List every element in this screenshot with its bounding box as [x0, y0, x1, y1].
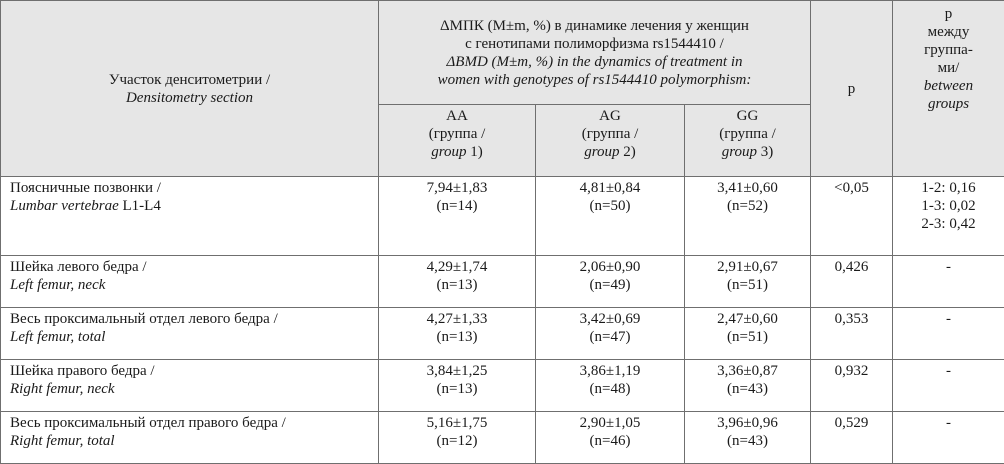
n: (n=13): [436, 329, 478, 345]
cell-p-between: -: [893, 359, 1004, 411]
n: (n=47): [589, 329, 631, 345]
value: 4,81±0,84: [579, 180, 641, 196]
value: 2,06±0,90: [579, 259, 641, 276]
cell-gg: [685, 359, 811, 411]
cell-gg: [685, 308, 811, 360]
value: 3,96±0,96: [717, 414, 778, 431]
value: 4,27±1,33: [426, 311, 488, 327]
header-section-ru: Участок денситометрии /: [108, 71, 271, 88]
table-row: [1, 256, 1004, 308]
row-label-ru: Весь проксимальный отдел левого бедра /: [10, 311, 278, 327]
row-label-ru: Поясничные позвонки /: [10, 180, 161, 196]
header-bmd-ru2: с генотипами полиморфизма rs1544410 /: [465, 35, 724, 52]
row-label: [1, 177, 379, 256]
row-label-en: Left femur, total: [10, 329, 106, 345]
header-section-en: Densitometry section: [125, 89, 254, 106]
cell-ag: [536, 359, 685, 411]
cell-aa: [379, 359, 536, 411]
row-label-en: Right femur, neck: [10, 380, 115, 397]
cell-aa: [379, 411, 536, 463]
n: (n=49): [589, 277, 631, 294]
cell-aa: [379, 256, 536, 308]
group-ru: (группа /: [581, 126, 639, 142]
cell-p: 0,426: [811, 256, 893, 308]
header-p-between-en2: groups: [927, 96, 970, 112]
value: 3,41±0,60: [717, 180, 778, 196]
n: (n=50): [589, 198, 631, 214]
n: (n=43): [727, 432, 768, 449]
cell-aa: [379, 308, 536, 360]
cell-ag: [536, 411, 685, 463]
value: 3,36±0,87: [717, 362, 778, 379]
cell-p: <0,05: [811, 177, 893, 256]
header-section: [1, 1, 379, 177]
header-p-between-l3: группа-: [924, 42, 973, 58]
n: (n=52): [727, 198, 768, 214]
n: (n=51): [727, 329, 768, 345]
header-group-aa: [379, 105, 536, 177]
row-label: [1, 308, 379, 360]
row-label-ru: Шейка правого бедра /: [10, 362, 155, 379]
cell-p: 0,353: [811, 308, 893, 360]
header-p-between-l2: между: [927, 24, 970, 40]
genotype: AG: [599, 108, 621, 124]
value: 2,90±1,05: [579, 414, 641, 431]
n: (n=13): [436, 277, 478, 294]
pb-2-3: 2-3: 0,42: [921, 216, 976, 232]
cell-gg: [685, 411, 811, 463]
n: (n=48): [589, 380, 631, 397]
header-p: p: [811, 1, 893, 177]
row-label-ru: Весь проксимальный отдел правого бедра /: [10, 414, 286, 431]
cell-ag: [536, 308, 685, 360]
cell-gg: [685, 256, 811, 308]
cell-p: 0,529: [811, 411, 893, 463]
row-label: [1, 359, 379, 411]
n: (n=12): [436, 432, 478, 449]
cell-aa: [379, 177, 536, 256]
n: (n=13): [436, 380, 478, 397]
value: 3,84±1,25: [426, 362, 488, 379]
table-row: [1, 411, 1004, 463]
n: (n=51): [727, 277, 768, 294]
value: 2,91±0,67: [717, 259, 778, 276]
cell-p: 0,932: [811, 359, 893, 411]
group-en: group: [584, 144, 620, 160]
group-ru: (группа /: [719, 126, 776, 142]
value: 4,29±1,74: [426, 259, 488, 276]
row-label-en: Right femur, total: [10, 432, 115, 449]
group-num: 1): [466, 144, 483, 160]
pb-1-2: 1-2: 0,16: [921, 180, 976, 196]
header-group-ag: [536, 105, 685, 177]
header-group-gg: [685, 105, 811, 177]
cell-gg: [685, 177, 811, 256]
group-en: group: [431, 144, 467, 160]
row-label-ru: Шейка левого бедра /: [10, 259, 147, 276]
header-bmd-en2: women with genotypes of rs1544410 polymorphism:: [437, 71, 752, 88]
table-row: [1, 308, 1004, 360]
header-p-between-l1: p: [944, 6, 953, 22]
cell-ag: [536, 256, 685, 308]
cell-p-between: -: [893, 411, 1004, 463]
row-label-en: Left femur, neck: [10, 277, 106, 294]
row-label-suffix: L1-L4: [118, 198, 161, 214]
group-en: group: [721, 144, 758, 160]
header-p-between-en1: between: [923, 78, 974, 94]
group-num: 2): [619, 144, 636, 160]
genotype: AA: [446, 108, 468, 124]
header-bmd-ru1: ΔМПК (M±m, %) в динамике лечения у женщин: [440, 17, 749, 34]
cell-ag: [536, 177, 685, 256]
cell-p-between: -: [893, 256, 1004, 308]
row-label-en: Lumbar vertebrae: [10, 198, 119, 214]
header-bmd: [379, 1, 811, 105]
header-p-between-l4: ми/: [937, 60, 960, 76]
value: 2,47±0,60: [717, 311, 778, 327]
table-row: [1, 359, 1004, 411]
table-row: [1, 177, 1004, 256]
value: 3,86±1,19: [579, 362, 641, 379]
n: (n=43): [727, 380, 768, 397]
value: 3,42±0,69: [579, 311, 641, 327]
group-ru: (группа /: [428, 126, 486, 142]
row-label: [1, 411, 379, 463]
genotype: GG: [736, 108, 759, 124]
value: 7,94±1,83: [426, 180, 488, 196]
header-bmd-en1: ΔBMD (M±m, %) in the dynamics of treatment in: [446, 53, 743, 70]
cell-p-between: [893, 177, 1004, 256]
cell-p-between: -: [893, 308, 1004, 360]
value: 5,16±1,75: [426, 414, 488, 431]
n: (n=14): [436, 198, 478, 214]
header-p-between: [893, 1, 1004, 177]
pb-1-3: 1-3: 0,02: [921, 198, 976, 214]
group-num: 3): [757, 144, 774, 160]
n: (n=46): [589, 432, 631, 449]
row-label: [1, 256, 379, 308]
